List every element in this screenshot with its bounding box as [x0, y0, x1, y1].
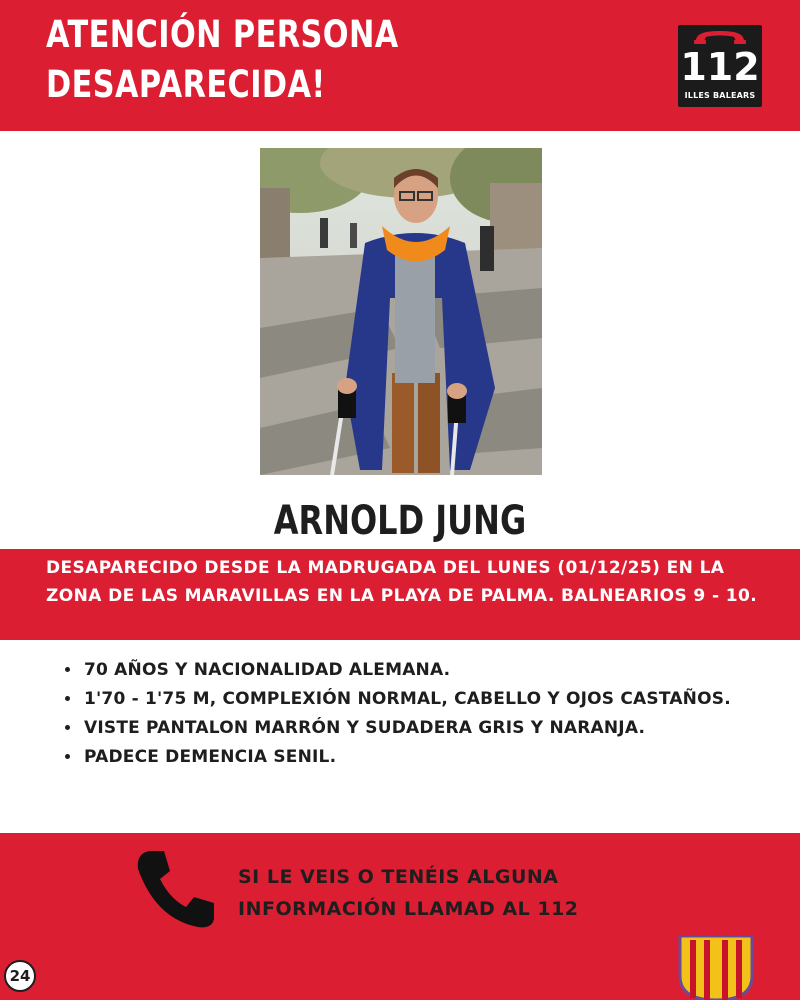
person-name: ARNOLD JUNG — [273, 498, 527, 544]
balearic-flag-shield-icon — [678, 936, 754, 1000]
detail-clothing: • VISTE PANTALON MARRÓN Y SUDADERA GRIS Y NARANJA. — [82, 714, 800, 743]
telephone-handset-icon — [692, 29, 748, 45]
emergency-112-logo — [678, 25, 762, 107]
call-to-action: SI LE VEIS O TENÉIS ALGUNA INFORMACIÓN LLAMAD AL 112 — [238, 866, 579, 920]
detail-condition: • PADECE DEMENCIA SENIL. — [82, 743, 800, 772]
header-banner — [0, 0, 800, 131]
person-details-list — [60, 656, 800, 772]
street-photo-illustration — [260, 148, 542, 475]
detail-height-build: • 1'70 - 1'75 M, COMPLEXIÓN NORMAL, CABELLO Y OJOS CASTAÑOS. — [82, 685, 800, 714]
phone-icon — [132, 845, 218, 931]
notice-text: DESAPARECIDO DESDE LA MADRUGADA DEL LUNES (01/12/25) EN LA ZONA DE LAS MARAVILLAS EN LA PLAYA DE PALMA. BALNEARIOS 9 - 10. — [46, 558, 758, 606]
missing-person-photo — [260, 148, 542, 475]
alert-title: ATENCIÓN PERSONA DESAPARECIDA! — [46, 13, 399, 106]
logo-number: 112 — [680, 45, 760, 89]
detail-age-nationality: • 70 AÑOS Y NACIONALIDAD ALEMANA. — [82, 656, 800, 685]
disappearance-notice — [0, 549, 800, 640]
logo-caption: ILLES BALEARS — [684, 91, 756, 100]
news-logo-badge: 24 — [4, 960, 36, 992]
